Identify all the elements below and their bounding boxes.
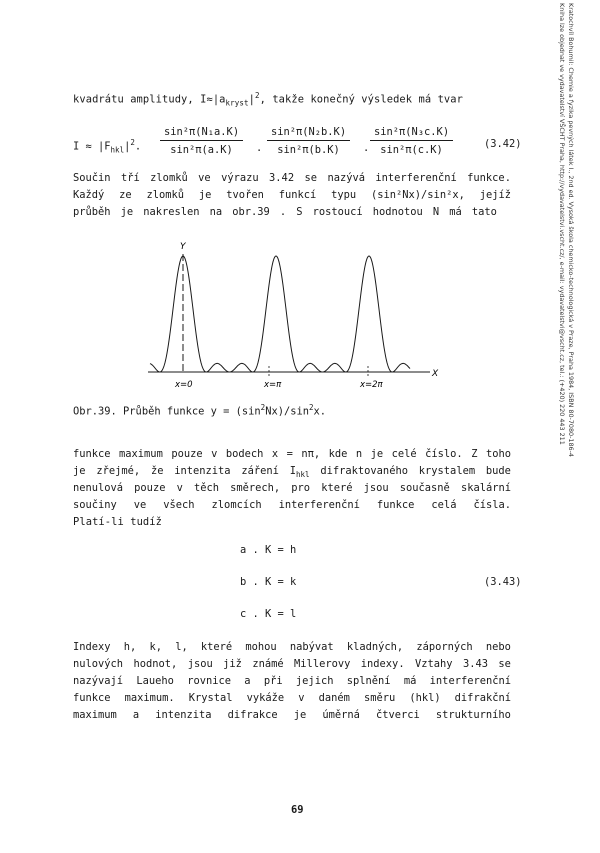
eq-dot-3: . [363,142,370,154]
eq-lead [73,138,141,155]
eq-lead-dot: . [134,140,142,153]
tick-label-2pi: x=2π [360,380,383,388]
fraction-3 [370,126,453,156]
tick-label-0: x=0 [175,380,193,388]
citation-line-1: Kratochvíl Bohumil: Chemie a fyzika pevných látek I., 2nd ed. Vysoká škola chemicko-technologická v Praze, Praha 1984, ISBN 80-7080-186-4 [567,3,575,457]
fraction-3-den: sin²π(c.K) [380,144,443,156]
eq-lead-sup: 2 [130,138,135,147]
citation-line-2: Kniha lze objednat ve vydavatelství VŠCHT Praha, http://vydavatelstvi.vscht.cz/, e-mail: vydavatelstvi@vscht.cz, tel.: (+420) 220 443 211 [558,3,566,445]
side-citation [557,3,575,853]
eq-lead-text: I ≈ |F [73,140,111,153]
y-axis-label: Y [180,242,186,252]
intro-sup: 2 [254,91,260,100]
fraction-3-num: sin²π(N₃c.K) [370,126,453,141]
laue-eq-1: a . K = h [240,544,297,556]
p3-line-3: nenulová pouze v těch směrech, pro které jsou současně skalární [73,482,511,494]
p3-line-5: Platí-li tudíž [73,516,162,528]
intro-text-b: | [248,93,255,106]
laue-eq-2: b . K = k [240,576,297,588]
p2-line-3: průběh je nakreslen na obr.39 . S rostoucí hodnotou N má tato [73,206,497,218]
fraction-1-num: sin²π(N₁a.K) [160,126,243,141]
fraction-1 [160,126,243,156]
p4-line-1: Indexy h, k, l, které mohou nabývat kladných, záporných nebo [73,641,511,653]
eq-lead-sub: hkl [110,145,125,155]
intro-sub: kryst [225,98,249,108]
page-number: 69 [291,804,304,816]
x-axis-label: X [432,369,439,379]
interference-function-figure [138,238,448,388]
function-curve [150,256,410,372]
fraction-1-den: sin²π(a.K) [170,144,233,156]
figure-caption: Obr.39. Průběh funkce $y = (\sin^2Nx)/\sin^2x$. [73,403,327,418]
p3-line-4: součiny ve všech zlomcích interferenční funkce celá čísla. [73,499,511,511]
eq-dot-2: . [256,142,263,154]
p4-line-2: nulových hodnot, jsou již známé Millerovy indexy. Vztahy 3.43 se [73,658,511,670]
fraction-2-den: sin²π(b.K) [277,144,340,156]
intro-text-a: kvadrátu amplitudy, I≈|a [73,93,226,106]
paragraph-intro [73,91,463,108]
fraction-2-num: sin²π(N₂b.K) [267,126,350,141]
p2-line-2: Každý ze zlomků je tvořen funkcí typu (sin²Nx)/sin²x, jejíž [73,189,511,201]
p3-line-1: funkce maximum pouze v bodech x = nπ, kde n je celé číslo. Z toho [73,448,511,460]
laue-eq-3: c . K = l [240,608,297,620]
equation-number-3-43: (3.43) [484,576,522,588]
fraction-2 [267,126,350,156]
p4-line-3: nazývají Laueho rovnice a při jejich splnění má interferenční [73,675,511,687]
tick-label-pi: x=π [264,380,282,388]
eq-lead-end: | [124,140,131,153]
equation-number-3-42: (3.42) [484,138,522,150]
p4-line-4: funkce maximum. Krystal vykáže v daném směru (hkl) difrakční [73,692,511,704]
p3-line-2: je zřejmé, že intenzita záření $I_{hkl}$ difraktovaného krystalem bude [73,465,511,480]
intro-text-c: , takže konečný výsledek má tvar [259,93,463,106]
p2-line-1: Součin tří zlomků ve výrazu 3.42 se nazývá interferenční funkce. [73,172,511,184]
p4-line-5: maximum a intenzita difrakce je úměrná čtverci strukturního [73,709,511,721]
